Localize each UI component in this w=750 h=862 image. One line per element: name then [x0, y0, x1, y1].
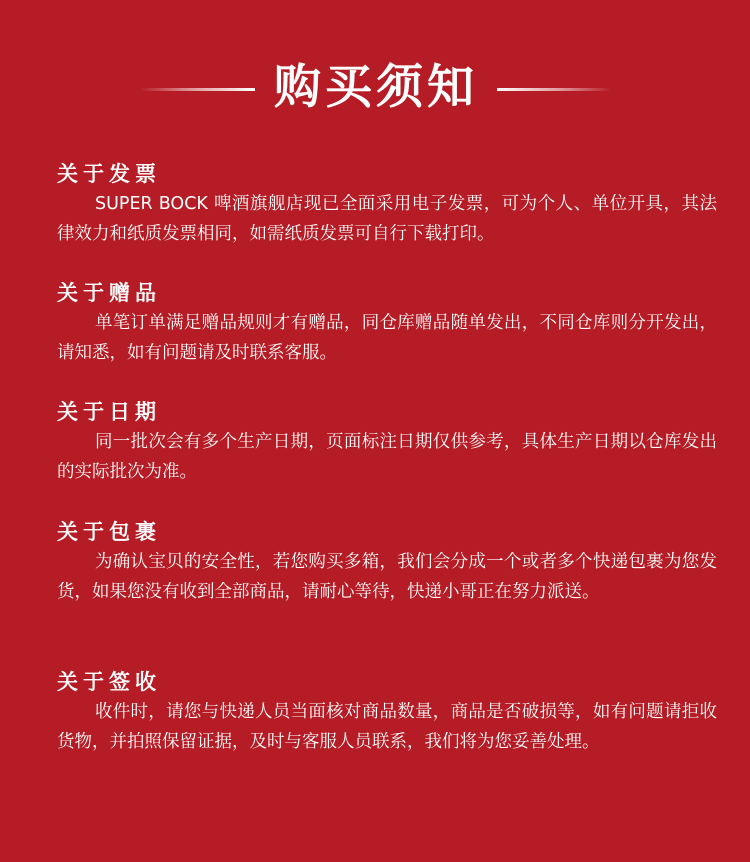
title-divider-left: [140, 88, 255, 91]
title-divider-right: [497, 88, 612, 91]
section-body-dates: 同一批次会有多个生产日期，页面标注日期仅供参考，具体生产日期以仓库发出的实际批次为准。: [57, 432, 717, 482]
section-heading-dates: 关于日期: [57, 400, 161, 424]
section-invoice: [57, 160, 717, 249]
section-body-invoice: SUPER BOCK 啤酒旗舰店现已全面采用电子发票，可为个人、单位开具，其法律效力和纸质发票相同，如需纸质发票可自行下载打印。: [57, 194, 717, 244]
section-heading-invoice: 关于发票: [57, 162, 161, 186]
section-heading-packages: 关于包裹: [57, 520, 161, 544]
section-packages: [57, 518, 717, 607]
page-title: 购买须知: [274, 60, 478, 115]
section-body-packages: 为确认宝贝的安全性，若您购买多箱，我们会分成一个或者多个快递包裹为您发货，如果您没有收到全部商品，请耐心等待，快递小哥正在努力派送。: [57, 552, 717, 602]
section-heading-gifts: 关于赠品: [57, 281, 161, 305]
title-banner: [0, 56, 750, 120]
section-gifts: [57, 279, 717, 368]
section-heading-signing: 关于签收: [57, 670, 161, 694]
section-dates: [57, 398, 717, 487]
section-signing: [57, 668, 717, 757]
section-body-signing: 收件时，请您与快递人员当面核对商品数量，商品是否破损等，如有问题请拒收货物，并拍照保留证据，及时与客服人员联系，我们将为您妥善处理。: [57, 702, 717, 752]
section-body-gifts: 单笔订单满足赠品规则才有赠品，同仓库赠品随单发出，不同仓库则分开发出，请知悉，如有问题请及时联系客服。: [57, 313, 717, 363]
